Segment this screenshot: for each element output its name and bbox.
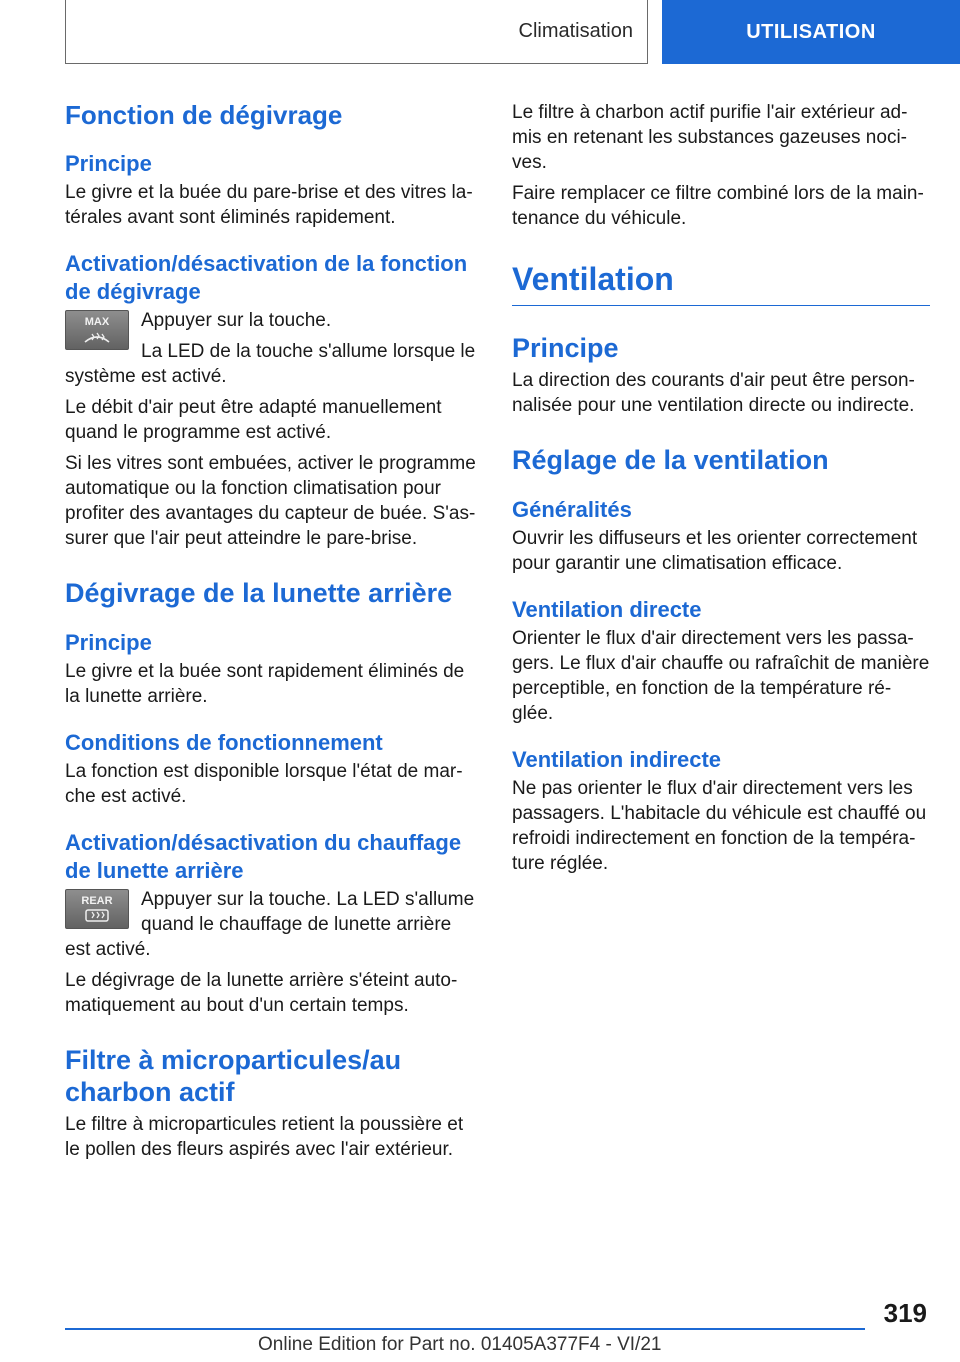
- paragraph: Le dégivrage de la lunette arrière s'éteint auto-matiquement au bout d'un certain temps.: [65, 970, 458, 1016]
- heading-principle: Principe: [65, 151, 152, 176]
- paragraph: Faire remplacer ce filtre combiné lors de la main-tenance du véhicule.: [512, 183, 924, 229]
- header-chapter-box: [65, 0, 648, 64]
- left-column: [65, 100, 477, 1168]
- page-number: 319: [883, 1298, 927, 1328]
- chapter-title: Climatisation: [518, 20, 633, 42]
- heading-activation-rear: Activation/désactivation du chauffage de lunette arrière: [65, 830, 462, 883]
- rear-window-heat-icon: [82, 907, 112, 923]
- heading-principle: Principe: [65, 630, 152, 655]
- windshield-heat-icon: [82, 328, 112, 344]
- right-column: [512, 100, 930, 882]
- heading-rear-defrost: Dégivrage de la lunette arrière: [65, 578, 453, 608]
- paragraph: Si les vitres sont embuées, activer le programme automatique ou la fonction climatisation pour profiter des avantages du capteur de buée. S'as-surer que l'air peut atteindre le pare-brise.: [65, 453, 476, 549]
- heading-direct-ventilation: Ventilation directe: [512, 597, 702, 622]
- instruction-block: [65, 308, 477, 395]
- icon-label: MAX: [84, 316, 110, 328]
- heading-indirect-ventilation: Ventilation indirecte: [512, 747, 722, 772]
- heading-principle: Principe: [512, 333, 619, 363]
- paragraph: Appuyer sur la touche.: [141, 310, 332, 331]
- paragraph: Le filtre à microparticules retient la poussière et le pollen des fleurs aspirés avec l'air extérieur.: [65, 1114, 464, 1160]
- icon-label: REAR: [81, 895, 113, 907]
- heading-conditions: Conditions de fonctionnement: [65, 730, 383, 755]
- instruction-block: [65, 887, 477, 968]
- heading-ventilation: Ventilation: [512, 259, 930, 306]
- paragraph: Le débit d'air peut être adapté manuellement quand le programme est activé.: [65, 397, 442, 443]
- edition-note: Online Edition for Part no. 01405A377F4 - VI/21: [258, 1334, 662, 1355]
- heading-activation: Activation/désactivation de la fonction de dégivrage: [65, 251, 468, 304]
- heading-general: Généralités: [512, 497, 632, 522]
- paragraph: Orienter le flux d'air directement vers les passa-gers. Le flux d'air chauffe ou rafraîchit de manière perceptible, en fonction de la température ré-glée.: [512, 628, 930, 724]
- paragraph: Ne pas orienter le flux d'air directement vers les passagers. L'habitacle du véhicule est chauffé ou refroidi indirectement en fonction de la tempéra-ture réglée.: [512, 778, 927, 874]
- rear-defrost-button-icon: [65, 889, 129, 929]
- paragraph: Ouvrir les diffuseurs et les orienter correctement pour garantir une climatisation efficace.: [512, 528, 918, 574]
- paragraph: Appuyer sur la touche. La LED s'allume quand le chauffage de lunette arrière est activé.: [65, 889, 475, 960]
- footer-divider: [65, 1328, 865, 1330]
- heading-filter: Filtre à microparticules/au charbon actif: [65, 1045, 402, 1107]
- section-title: UTILISATION: [746, 20, 876, 43]
- heading-defrost: Fonction de dégivrage: [65, 100, 343, 130]
- section-tab[interactable]: [662, 0, 960, 64]
- max-defrost-button-icon: [65, 310, 129, 350]
- paragraph: La fonction est disponible lorsque l'état de mar-che est activé.: [65, 761, 463, 807]
- paragraph: Le filtre à charbon actif purifie l'air extérieur ad-mis en retenant les substances gazeuses noci-ves.: [512, 102, 908, 173]
- paragraph: La LED de la touche s'allume lorsque le système est activé.: [65, 341, 476, 387]
- paragraph: Le givre et la buée sont rapidement éliminés de la lunette arrière.: [65, 661, 465, 707]
- paragraph: Le givre et la buée du pare-brise et des vitres la-térales avant sont éliminés rapidement.: [65, 182, 473, 228]
- paragraph: La direction des courants d'air peut être person-nalisée pour une ventilation directe ou indirecte.: [512, 370, 915, 416]
- heading-adjust-ventilation: Réglage de la ventilation: [512, 445, 829, 475]
